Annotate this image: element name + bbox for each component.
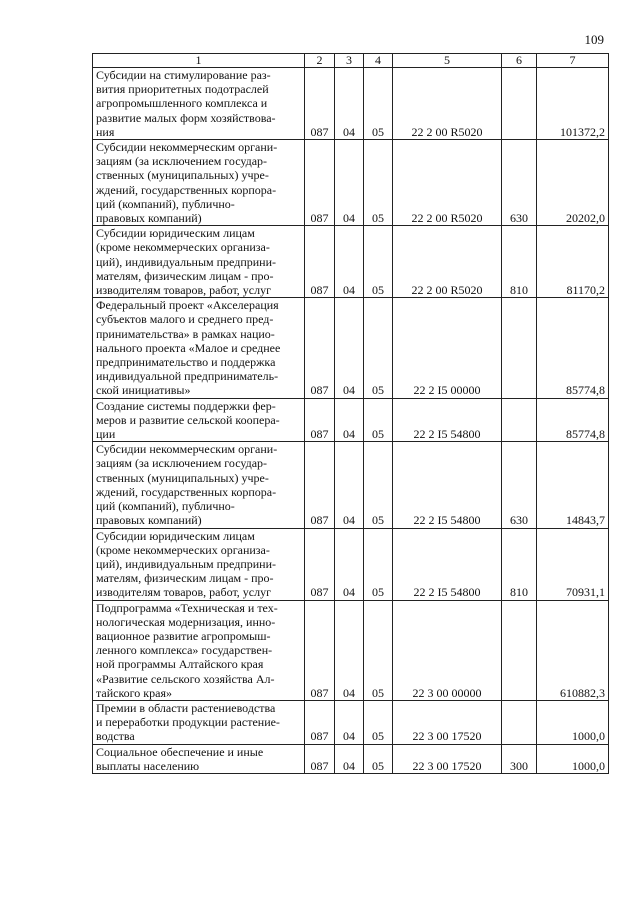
subsection-code-cell: 05 [364,140,393,226]
item-name-line: вационное развитие агропромыш- [96,628,271,643]
ministry-code-cell: 087 [305,140,335,226]
ministry-code-cell: 087 [305,442,335,528]
item-name-line: ций), индивидуальным предприни- [96,254,277,269]
item-name-line: ственных (муниципальных) учре- [96,470,269,485]
subsection-code-cell: 05 [364,68,393,140]
item-name-line: зациям (за исключением государ- [96,456,268,471]
budget-table [92,53,609,774]
item-name-line: (кроме некоммерческих организа- [96,240,270,255]
item-name-line: правовых компаний) [96,211,202,226]
expense-type-cell: 630 [502,140,537,226]
amount-cell: 85774,8 [537,398,609,442]
col-header: 7 [537,54,609,68]
section-code-cell: 04 [335,140,364,226]
expense-type-cell [502,298,537,398]
subsection-code-cell: 05 [364,700,393,744]
item-name-line: ции [96,427,116,442]
item-name-line: Субсидии юридическим лицам [96,528,255,543]
item-name-line: ций), индивидуальным предприни- [96,556,277,571]
item-name-cell [93,442,305,528]
target-article-cell: 22 2 00 R5020 [393,140,502,226]
ministry-code-cell: 087 [305,528,335,600]
item-name-line: тайского края» [96,685,172,700]
item-name-line: индивидуальной предприниматель- [96,369,279,384]
item-name-line: изводителям товаров, работ, услуг [96,283,272,298]
col-header: 3 [335,54,364,68]
expense-type-cell: 300 [502,744,537,773]
item-name-line: Субсидии на стимулирование раз- [96,68,271,82]
table-row [93,744,609,773]
item-name-cell [93,398,305,442]
item-name-cell [93,298,305,398]
table-row [93,298,609,398]
section-code-cell: 04 [335,528,364,600]
ministry-code-cell: 087 [305,298,335,398]
section-code-cell: 04 [335,700,364,744]
item-name-cell [93,600,305,700]
table-row [93,528,609,600]
item-name-line: Федеральный проект «Акселерация [96,298,279,313]
target-article-cell: 22 2 I5 54800 [393,528,502,600]
item-name-line: развитие малых форм хозяйствова- [96,110,276,125]
section-code-cell: 04 [335,442,364,528]
item-name-line: меров и развитие сельской коопера- [96,412,280,427]
item-name-line: ций (компаний), публично- [96,499,235,514]
item-name-line: мателям, физическим лицам - про- [96,268,274,283]
item-name-line: предпринимательство и поддержка [96,355,276,370]
table-row [93,140,609,226]
ministry-code-cell: 087 [305,68,335,140]
section-code-cell: 04 [335,68,364,140]
expense-type-cell [502,700,537,744]
ministry-code-cell: 087 [305,226,335,298]
amount-cell: 14843,7 [537,442,609,528]
expense-type-cell [502,398,537,442]
item-name-line: Премии в области растениеводства [96,700,276,715]
item-name-line: (кроме некоммерческих организа- [96,542,270,557]
item-name-line: Субсидии некоммерческим органи- [96,442,278,457]
amount-cell: 610882,3 [537,600,609,700]
target-article-cell: 22 2 I5 00000 [393,298,502,398]
target-article-cell: 22 3 00 17520 [393,700,502,744]
subsection-code-cell: 05 [364,298,393,398]
item-name-line: ственных (муниципальных) учре- [96,168,269,183]
item-name-line: «Развитие сельского хозяйства Ал- [96,671,275,686]
target-article-cell: 22 2 00 R5020 [393,68,502,140]
table-row [93,700,609,744]
target-article-cell: 22 2 00 R5020 [393,226,502,298]
amount-cell: 20202,0 [537,140,609,226]
page-number: 109 [584,32,604,47]
col-header: 2 [305,54,335,68]
item-name-line: мателям, физическим лицам - про- [96,571,274,586]
ministry-code-cell: 087 [305,744,335,773]
amount-cell: 1000,0 [537,700,609,744]
col-header: 4 [364,54,393,68]
ministry-code-cell: 087 [305,398,335,442]
expense-type-cell: 810 [502,226,537,298]
amount-cell: 1000,0 [537,744,609,773]
item-name-line: принимательства» в рамках нацио- [96,326,275,341]
expense-type-cell [502,600,537,700]
expense-type-cell: 630 [502,442,537,528]
amount-cell: 101372,2 [537,68,609,140]
item-name-cell [93,68,305,140]
subsection-code-cell: 05 [364,442,393,528]
target-article-cell: 22 3 00 00000 [393,600,502,700]
table-row [93,226,609,298]
amount-cell: 85774,8 [537,298,609,398]
amount-cell: 81170,2 [537,226,609,298]
item-name-line: правовых компаний) [96,513,202,528]
section-code-cell: 04 [335,600,364,700]
item-name-line: ния [96,124,115,139]
item-name-line: Субсидии юридическим лицам [96,226,255,241]
table-row [93,600,609,700]
target-article-cell: 22 2 I5 54800 [393,442,502,528]
target-article-cell: 22 3 00 17520 [393,744,502,773]
expense-type-cell [502,68,537,140]
item-name-cell [93,700,305,744]
item-name-line: ций (компаний), публично- [96,196,235,211]
item-name-line: вития приоритетных подотраслей [96,82,269,97]
item-name-line: нального проекта «Малое и среднее [96,340,281,355]
item-name-line: ной программы Алтайского края [96,657,264,672]
section-code-cell: 04 [335,744,364,773]
item-name-line: субъектов малого и среднего пред- [96,312,274,327]
item-name-line: водства [96,729,135,744]
table-row [93,68,609,140]
item-name-line: выплаты населению [96,758,200,773]
subsection-code-cell: 05 [364,600,393,700]
item-name-line: Создание системы поддержки фер- [96,398,276,413]
amount-cell: 70931,1 [537,528,609,600]
item-name-line: ждений, государственных корпора- [96,182,277,197]
table-row [93,442,609,528]
item-name-line: зациям (за исключением государ- [96,154,268,169]
subsection-code-cell: 05 [364,744,393,773]
col-header: 6 [502,54,537,68]
expense-type-cell: 810 [502,528,537,600]
col-header: 5 [393,54,502,68]
section-code-cell: 04 [335,298,364,398]
subsection-code-cell: 05 [364,528,393,600]
item-name-cell [93,528,305,600]
table-header-row [93,54,609,68]
item-name-cell [93,140,305,226]
item-name-line: изводителям товаров, работ, услуг [96,585,272,600]
ministry-code-cell: 087 [305,700,335,744]
item-name-line: ленного комплекса» государствен- [96,643,273,658]
item-name-line: и переработки продукции растение- [96,715,280,730]
item-name-cell [93,744,305,773]
subsection-code-cell: 05 [364,226,393,298]
subsection-code-cell: 05 [364,398,393,442]
item-name-line: ской инициативы» [96,383,191,398]
section-code-cell: 04 [335,398,364,442]
target-article-cell: 22 2 I5 54800 [393,398,502,442]
item-name-line: Субсидии некоммерческим органи- [96,140,278,155]
item-name-cell [93,226,305,298]
item-name-line: Подпрограмма «Техническая и тех- [96,600,278,615]
section-code-cell: 04 [335,226,364,298]
item-name-line: Социальное обеспечение и иные [96,744,264,759]
ministry-code-cell: 087 [305,600,335,700]
item-name-line: ждений, государственных корпора- [96,484,277,499]
item-name-line: нологическая модернизация, инно- [96,614,276,629]
table-row [93,398,609,442]
col-header: 1 [93,54,305,68]
item-name-line: агропромышленного комплекса и [96,96,268,111]
